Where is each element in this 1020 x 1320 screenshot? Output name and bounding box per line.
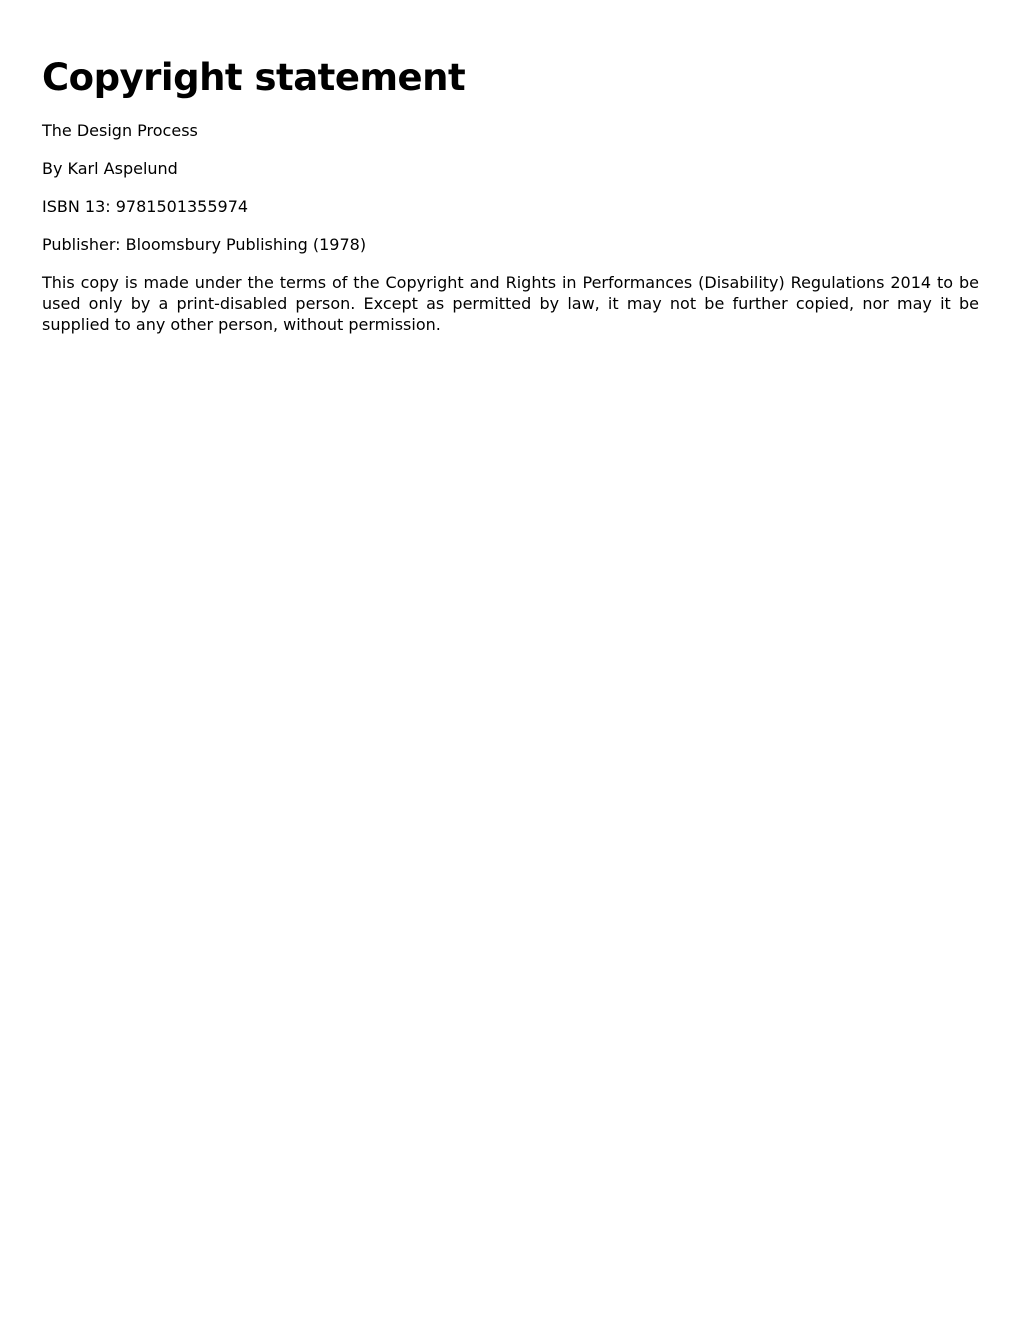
copyright-page xyxy=(42,56,979,352)
page-title: Copyright statement xyxy=(42,56,466,99)
book-title: The Design Process xyxy=(42,121,198,140)
copyright-statement-text: This copy is made under the terms of the Copyright and Rights in Performances (Disability) Regulations 2014 to be used only by a print-disabled person. Except as permitted by law, it may not be further copied, nor may it be supplied to any other person, without permission. xyxy=(42,273,979,334)
publisher-line: Publisher: Bloomsbury Publishing (1978) xyxy=(42,235,367,254)
isbn-line: ISBN 13: 9781501355974 xyxy=(42,197,249,216)
author-line: By Karl Aspelund xyxy=(42,159,178,178)
